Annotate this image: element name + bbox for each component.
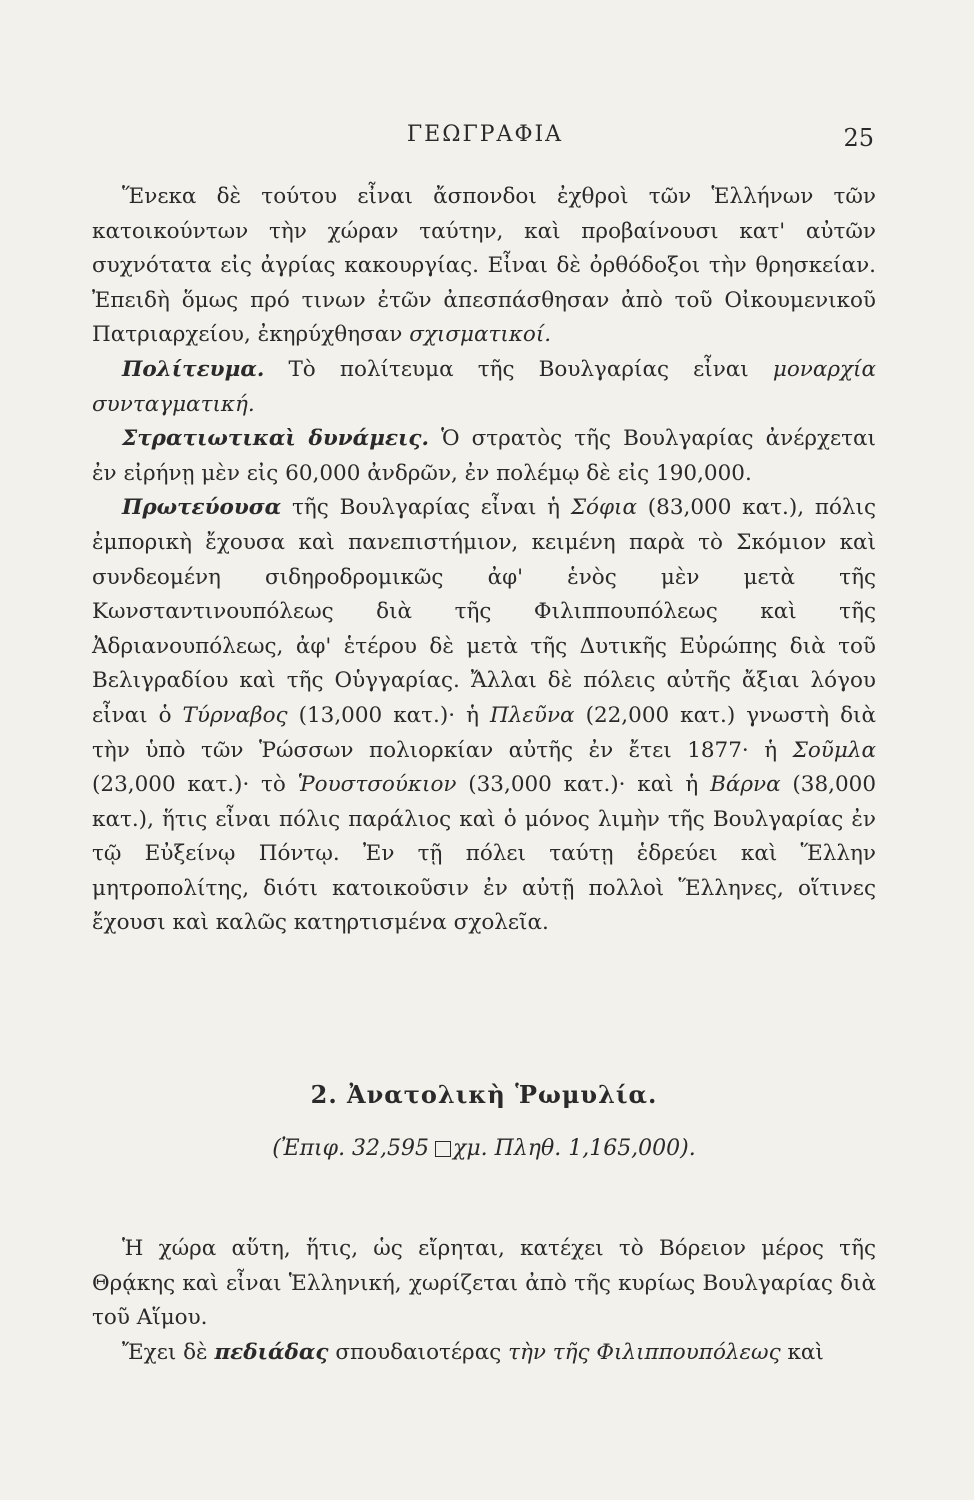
city-name-sofia: Σόφια	[570, 495, 637, 521]
paragraph-text: (22,000 κατ.) γνωστὴ διὰ τὴν ὑπὸ τῶν Ῥώσσων πολιορκίαν αὐτῆς ἐν ἔτει 1877· ἡ	[92, 702, 877, 763]
area-label: (Ἐπιφ. 32,595	[272, 1136, 430, 1161]
paragraph-plains	[92, 1336, 876, 1371]
square-icon	[435, 1141, 451, 1157]
running-title: ΓΕΩΓΡΑΦΙΑ	[406, 122, 564, 147]
section-heading: 2. Ἀνατολικὴ Ῥωμυλία.	[310, 1080, 658, 1109]
page-number: 25	[843, 124, 874, 152]
city-name-varna: Βάρνα	[710, 772, 781, 798]
running-head	[90, 116, 880, 156]
italic-term: μοναρχία συνταγματική.	[92, 356, 876, 417]
text-block-bulgaria	[92, 180, 876, 941]
paragraph-text: Ὁ στρατὸς τῆς Βουλγαρίας ἀνέρχεται ἐν εἰρήνῃ μὲν εἰς 60,000 ἀνδρῶν, ἐν πολέμῳ δὲ εἰς 190,000.	[92, 426, 876, 486]
paragraph-lead: Στρατιωτικαὶ δυνάμεις.	[122, 426, 429, 452]
paragraph-text: (83,000 κατ.), πόλις ἐμπορικὴ ἔχουσα καὶ πανεπιστήμιον, κειμένη παρὰ τὸ Σκόμιον καὶ συνδεομένη σιδηροδρομικῶς ἀφ' ἑνὸς μὲν μετὰ τῆς Κωνσταντινουπόλεως διὰ τῆς Φιλιππουπόλεως καὶ τῆς Ἀδριανουπόλεως, ἀφ' ἑτέρου δὲ μετὰ τῆς Δυτικῆς Εὐρώπης διὰ τοῦ Βελιγραδίου καὶ τῆς Οὑγγαρίας. Ἄλλαι δὲ πόλεις αὐτῆς ἄξιαι λόγου εἶναι ὁ	[92, 495, 876, 728]
paragraph-lead: Πρωτεύουσα	[122, 495, 282, 521]
italic-term: τὴν τῆς Φιλιππουπόλεως	[508, 1339, 781, 1365]
city-name-rustchuk: Ῥουστσούκιον	[297, 772, 457, 798]
paragraph-text: (38,000 κατ.), ἥτις εἶναι πόλις παράλιος καὶ ὁ μόνος λιμὴν τῆς Βουλγαρίας ἐν τῷ Εὐξείνῳ Πόντῳ. Ἐν τῇ πόλει ταύτῃ ἑδρεύει καὶ Ἕλλην μητροπολίτης, διότι κατοικοῦσιν ἐν αὐτῇ πολλοὶ Ἕλληνες, οἵτινες ἔχουσι καὶ καλῶς κατηρτισμένα σχολεῖα.	[92, 772, 877, 936]
text-block-rumelia	[92, 1232, 876, 1370]
paragraph-enemies	[92, 180, 876, 353]
paragraph-government	[92, 353, 876, 422]
paragraph-text: καὶ	[787, 1339, 824, 1365]
paragraph-text: Ἕνεκα δὲ τούτου εἶναι ἄσπονδοι ἐχθροὶ τῶν Ἑλλήνων τῶν κατοικούντων τὴν χώραν ταύτην, καὶ προβαίνουσι κατ' αὐτῶν συχνότατα εἰς ἀγρίας κακουργίας. Εἶναι δὲ ὀρθόδοξοι τὴν θρησκείαν. Ἐπειδὴ ὅμως πρό τινων ἐτῶν ἀπεσπάσθησαν ἀπὸ τοῦ Οἰκουμενικοῦ Πατριαρχείου, ἐκηρύχθησαν	[92, 184, 876, 348]
paragraph-text: Ἔχει δὲ	[122, 1339, 208, 1365]
paragraph-text: (13,000 κατ.)· ἡ	[298, 702, 479, 728]
paragraph-text: σπουδαιοτέρας	[335, 1339, 502, 1365]
paragraph-lead: Πολίτευμα.	[122, 356, 265, 382]
italic-term: σχισματικοί.	[409, 322, 552, 348]
paragraph-region: Ἡ χώρα αὕτη, ἥτις, ὡς εἴρηται, κατέχει τὸ Βόρειον μέρος τῆς Θρᾴκης καὶ εἶναι Ἑλληνική, χωρίζεται ἀπὸ τῆς κυρίως Βουλγαρίας διὰ τοῦ Αἵμου.	[92, 1236, 876, 1331]
paragraph-text: τῆς Βουλγαρίας εἶναι ἡ	[291, 495, 561, 521]
city-name-shumla: Σοῦμλα	[792, 737, 876, 763]
paragraph-capital	[92, 491, 876, 941]
paragraph-text: Τὸ πολίτευμα τῆς Βουλγαρίας εἶναι	[288, 356, 749, 382]
section-meta	[92, 1136, 876, 1161]
population-label: χμ. Πληθ. 1,165,000).	[453, 1136, 696, 1161]
paragraph-text: (23,000 κατ.)· τὸ	[92, 772, 286, 798]
paragraph-lead: πεδιάδας	[214, 1339, 329, 1365]
paragraph-text: (33,000 κατ.)· καὶ ἡ	[468, 772, 699, 798]
paragraph-military	[92, 422, 876, 491]
city-name-plevna: Πλεῦνα	[489, 702, 575, 728]
city-name-tyrnavos: Τύρναβος	[182, 702, 288, 728]
